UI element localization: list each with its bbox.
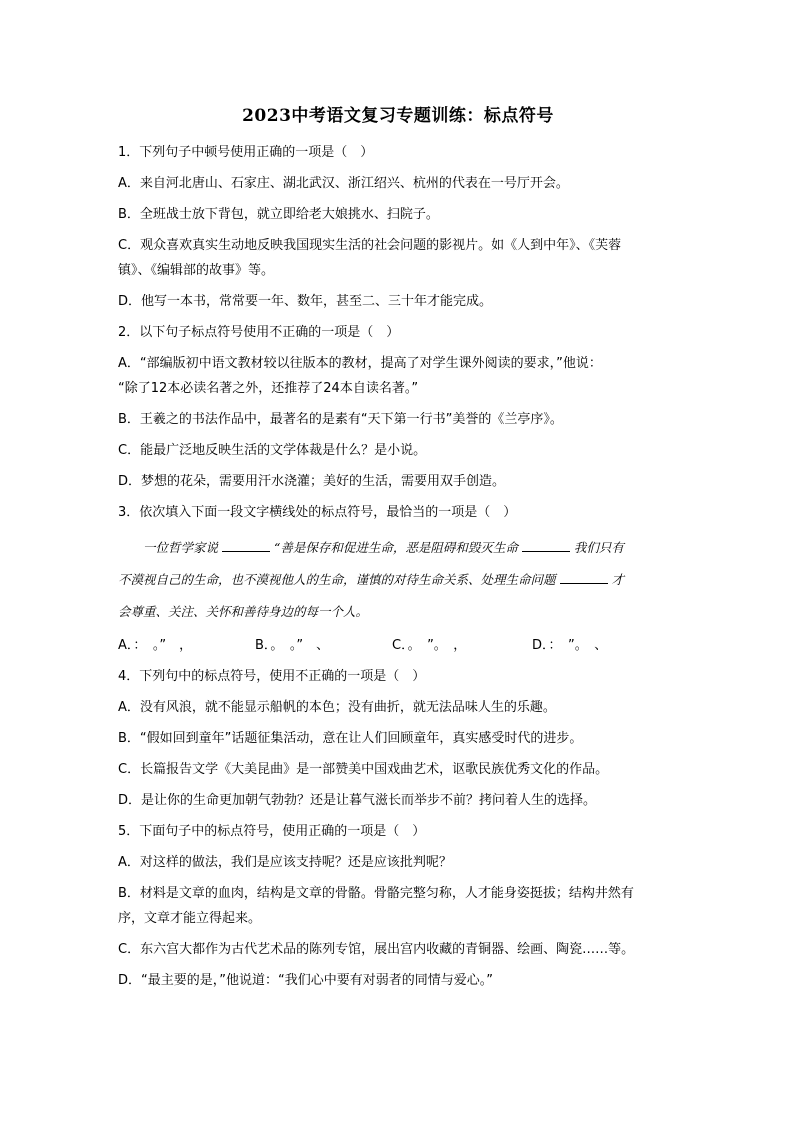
- question-5-option-c: C．东六宫大都作为古代艺术品的陈列专馆，展出宫内收藏的青铜器、绘画、陶瓷……等。: [118, 942, 635, 957]
- question-5-option-b-line-1: B．材料是文章的血肉，结构是文章的骨骼。骨骼完整匀称，人才能身姿挺拔；结构井然有: [118, 886, 634, 901]
- passage-text-1c: 我们只有: [573, 540, 624, 555]
- question-3-option-d: D．： ”。 、: [532, 638, 608, 653]
- blank-3: [560, 569, 608, 584]
- page-title: 2023中考语文复习专题训练：标点符号: [242, 106, 554, 126]
- question-4-option-b: B．“假如回到童年”话题征集活动，意在让人们回顾童年，真实感受时代的进步。: [118, 731, 583, 746]
- question-3-option-c: C．。 ”。 ，: [392, 638, 467, 653]
- question-4-option-c: C．长篇报告文学《大美昆曲》是一部赞美中国戏曲艺术，讴歌民族优秀文化的作品。: [118, 762, 609, 777]
- question-5-option-a: A．对这样的做法，我们是应该支持呢？还是应该批判呢？: [118, 855, 452, 870]
- question-2: [118, 322, 678, 492]
- question-4-stem: 4．下列句中的标点符号，使用不正确的一项是（ ）: [118, 669, 426, 684]
- question-4-option-a: A．没有风浪，就不能显示船帆的本色；没有曲折，就无法品味人生的乐趣。: [118, 700, 556, 715]
- question-2-option-c: C．能最广泛地反映生活的文学体裁是什么？是小说。: [118, 443, 427, 458]
- question-1: [118, 142, 678, 312]
- question-1-option-c-line-1: C．观众喜欢真实生动地反映我国现实生活的社会问题的影视片。如《人到中年》、《芙蓉: [118, 238, 622, 253]
- question-1-option-d: D．他写一本书，常常要一年、数年，甚至二、三十年才能完成。: [118, 294, 493, 309]
- question-3-passage-line-3: 会尊重、关注、关怀和善待身边的每一个人。: [118, 604, 369, 619]
- question-2-option-b: B．王羲之的书法作品中，最著名的是素有“天下第一行书”美誉的《兰亭序》。: [118, 412, 563, 427]
- question-3-option-a: A．： 。” ，: [118, 638, 193, 653]
- question-3: [118, 502, 678, 656]
- question-1-stem: 1．下列句子中顿号使用正确的一项是（ ）: [118, 145, 374, 160]
- passage-text-1b: “善是保存和促进生命，恶是阻碍和毁灭生命: [274, 540, 518, 555]
- question-2-option-a-line-1: A．“部编版初中语文教材较以往版本的教材，提高了对学生课外阅读的要求，”他说：: [118, 356, 602, 371]
- blank-2: [522, 537, 570, 552]
- question-5-option-d: D．“最主要的是，”他说道：“我们心中要有对弱者的同情与爱心。”: [118, 973, 493, 988]
- question-4: [118, 666, 678, 811]
- question-4-option-d: D．是让你的生命更加朝气勃勃？还是让暮气滋长而举步不前？拷问着人生的选择。: [118, 793, 597, 808]
- question-5: [118, 821, 678, 991]
- question-3-stem: 3．依次填入下面一段文字横线处的标点符号，最恰当的一项是（ ）: [118, 505, 517, 520]
- question-3-options: [118, 635, 678, 656]
- question-2-stem: 2．以下句子标点符号使用不正确的一项是（ ）: [118, 325, 400, 340]
- passage-text-2a: 不漠视自己的生命，也不漠视他人的生命，谨慎的对待生命关系、处理生命问题: [118, 572, 556, 587]
- question-5-stem: 5．下面句子中的标点符号，使用正确的一项是（ ）: [118, 824, 426, 839]
- passage-text-1a: 一位哲学家说: [143, 540, 219, 555]
- passage-text-2b: 才: [611, 572, 625, 587]
- question-5-option-b-line-2: 序，文章才能立得起来。: [118, 911, 262, 926]
- question-3-passage: [118, 533, 678, 563]
- question-3-option-b: B．。 。” 、: [255, 638, 330, 653]
- document-page: [118, 104, 678, 1001]
- question-1-option-a: A．来自河北唐山、石家庄、湖北武汉、浙江绍兴、杭州的代表在一号厅开会。: [118, 176, 569, 191]
- blank-1: [222, 537, 270, 552]
- question-1-option-b: B．全班战士放下背包，就立即给老大娘挑水、扫院子。: [118, 207, 439, 222]
- question-2-option-a-line-2: “除了12本必读名著之外，还推荐了24本自读名著。”: [118, 381, 419, 396]
- question-2-option-d: D．梦想的花朵，需要用汗水浇灌；美好的生活，需要用双手创造。: [118, 474, 506, 489]
- question-1-option-c-line-2: 镇》、《编辑部的故事》等。: [118, 263, 275, 278]
- question-3-passage-line-2: [118, 565, 678, 595]
